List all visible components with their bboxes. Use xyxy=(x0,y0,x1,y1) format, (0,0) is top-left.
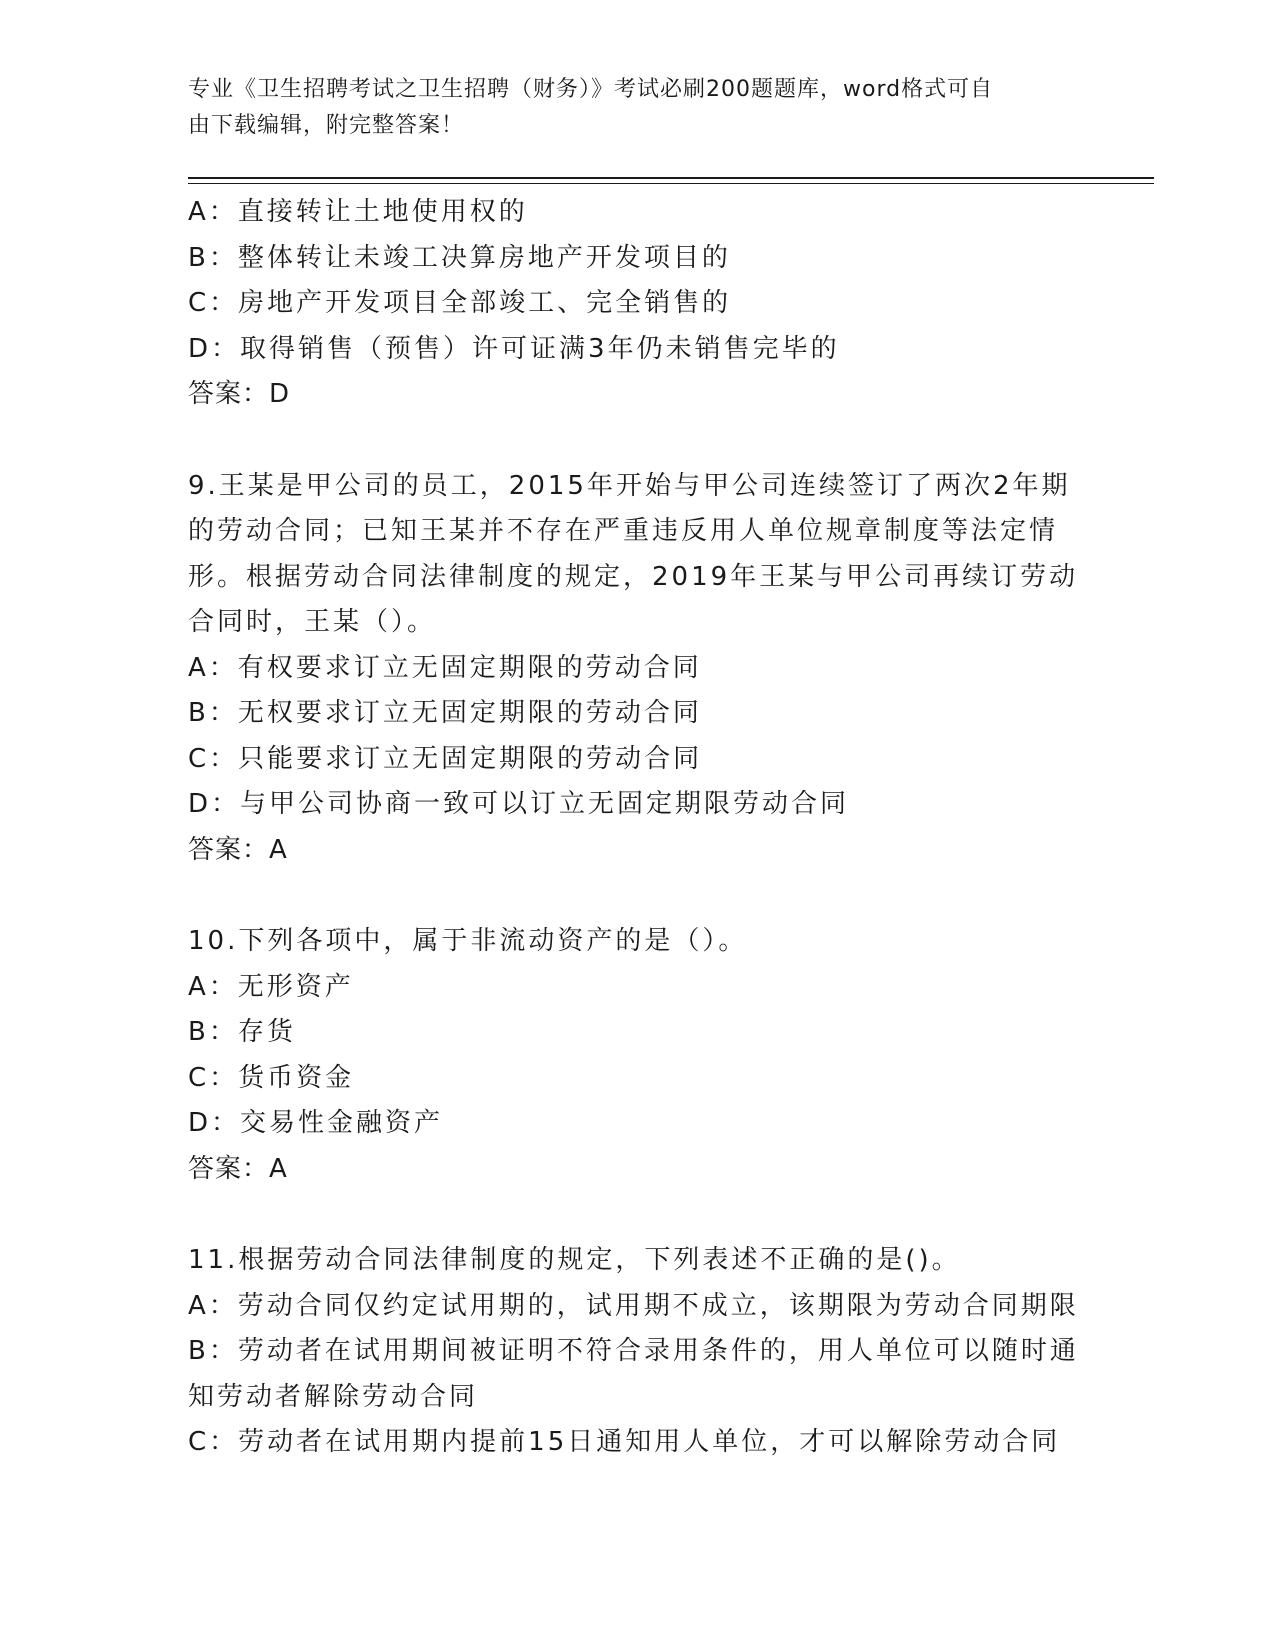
option-d: D：与甲公司协商一致可以订立无固定期限劳动合同 xyxy=(188,789,850,819)
option-a: A：有权要求订立无固定期限的劳动合同 xyxy=(188,652,702,683)
question-text-line: 11.根据劳动合同法律制度的规定，下列表述不正确的是()。 xyxy=(188,1245,961,1275)
header-rule-thin xyxy=(188,183,1154,184)
question-11 xyxy=(188,1238,1088,1466)
question-text-line: 形。根据劳动合同法律制度的规定，2019年王某与甲公司再续订劳动 xyxy=(188,561,1079,592)
option-c: C：房地产开发项目全部竣工、完全销售的 xyxy=(188,288,732,318)
option-b: B：存货 xyxy=(188,1017,296,1047)
answer: 答案：D xyxy=(188,379,291,409)
option-c: C：货币资金 xyxy=(188,1062,355,1093)
option-a: A：直接转让土地使用权的 xyxy=(188,197,528,227)
option-b: B：无权要求订立无固定期限的劳动合同 xyxy=(188,698,702,728)
option-d: D：交易性金融资产 xyxy=(188,1108,444,1138)
question-text-line: 合同时，王某（）。 xyxy=(188,607,437,637)
spacer xyxy=(188,1192,1088,1238)
option-c: C：只能要求订立无固定期限的劳动合同 xyxy=(188,743,703,774)
header-line-1: 专业《卫生招聘考试之卫生招聘（财务）》考试必刷200题题库，word格式可自 xyxy=(188,77,994,102)
question-text-line: 9.王某是甲公司的员工，2015年开始与甲公司连续签订了两次2年期 xyxy=(188,470,1071,501)
answer: 答案：A xyxy=(188,834,288,865)
question-text-line: 的劳动合同；已知王某并不存在严重违反用人单位规章制度等法定情 xyxy=(188,516,1059,546)
question-10 xyxy=(188,919,1088,1192)
question-8-continued xyxy=(188,190,1088,418)
option-b: B：整体转让未竣工决算房地产开发项目的 xyxy=(188,242,731,273)
document-body xyxy=(188,190,1088,1466)
document-header xyxy=(188,72,1068,144)
question-text-line: 10.下列各项中，属于非流动资产的是（）。 xyxy=(188,926,748,956)
option-a: A：无形资产 xyxy=(188,971,354,1002)
question-9 xyxy=(188,464,1088,874)
header-line-2: 由下载编辑，附完整答案！ xyxy=(188,113,465,138)
spacer xyxy=(188,873,1088,919)
header-rule-thick xyxy=(188,177,1154,179)
answer: 答案：A xyxy=(188,1153,288,1184)
option-c: C：劳动者在试用期内提前15日通知用人单位，才可以解除劳动合同 xyxy=(188,1427,1061,1457)
option-b: B：劳动者在试用期间被证明不符合录用条件的，用人单位可以随时通 xyxy=(188,1336,1079,1366)
option-d: D：取得销售（预售）许可证满3年仍未销售完毕的 xyxy=(188,333,840,364)
option-b-continued: 知劳动者解除劳动合同 xyxy=(188,1381,479,1412)
spacer xyxy=(188,418,1088,464)
option-a: A：劳动合同仅约定试用期的，试用期不成立，该期限为劳动合同期限 xyxy=(188,1290,1079,1321)
